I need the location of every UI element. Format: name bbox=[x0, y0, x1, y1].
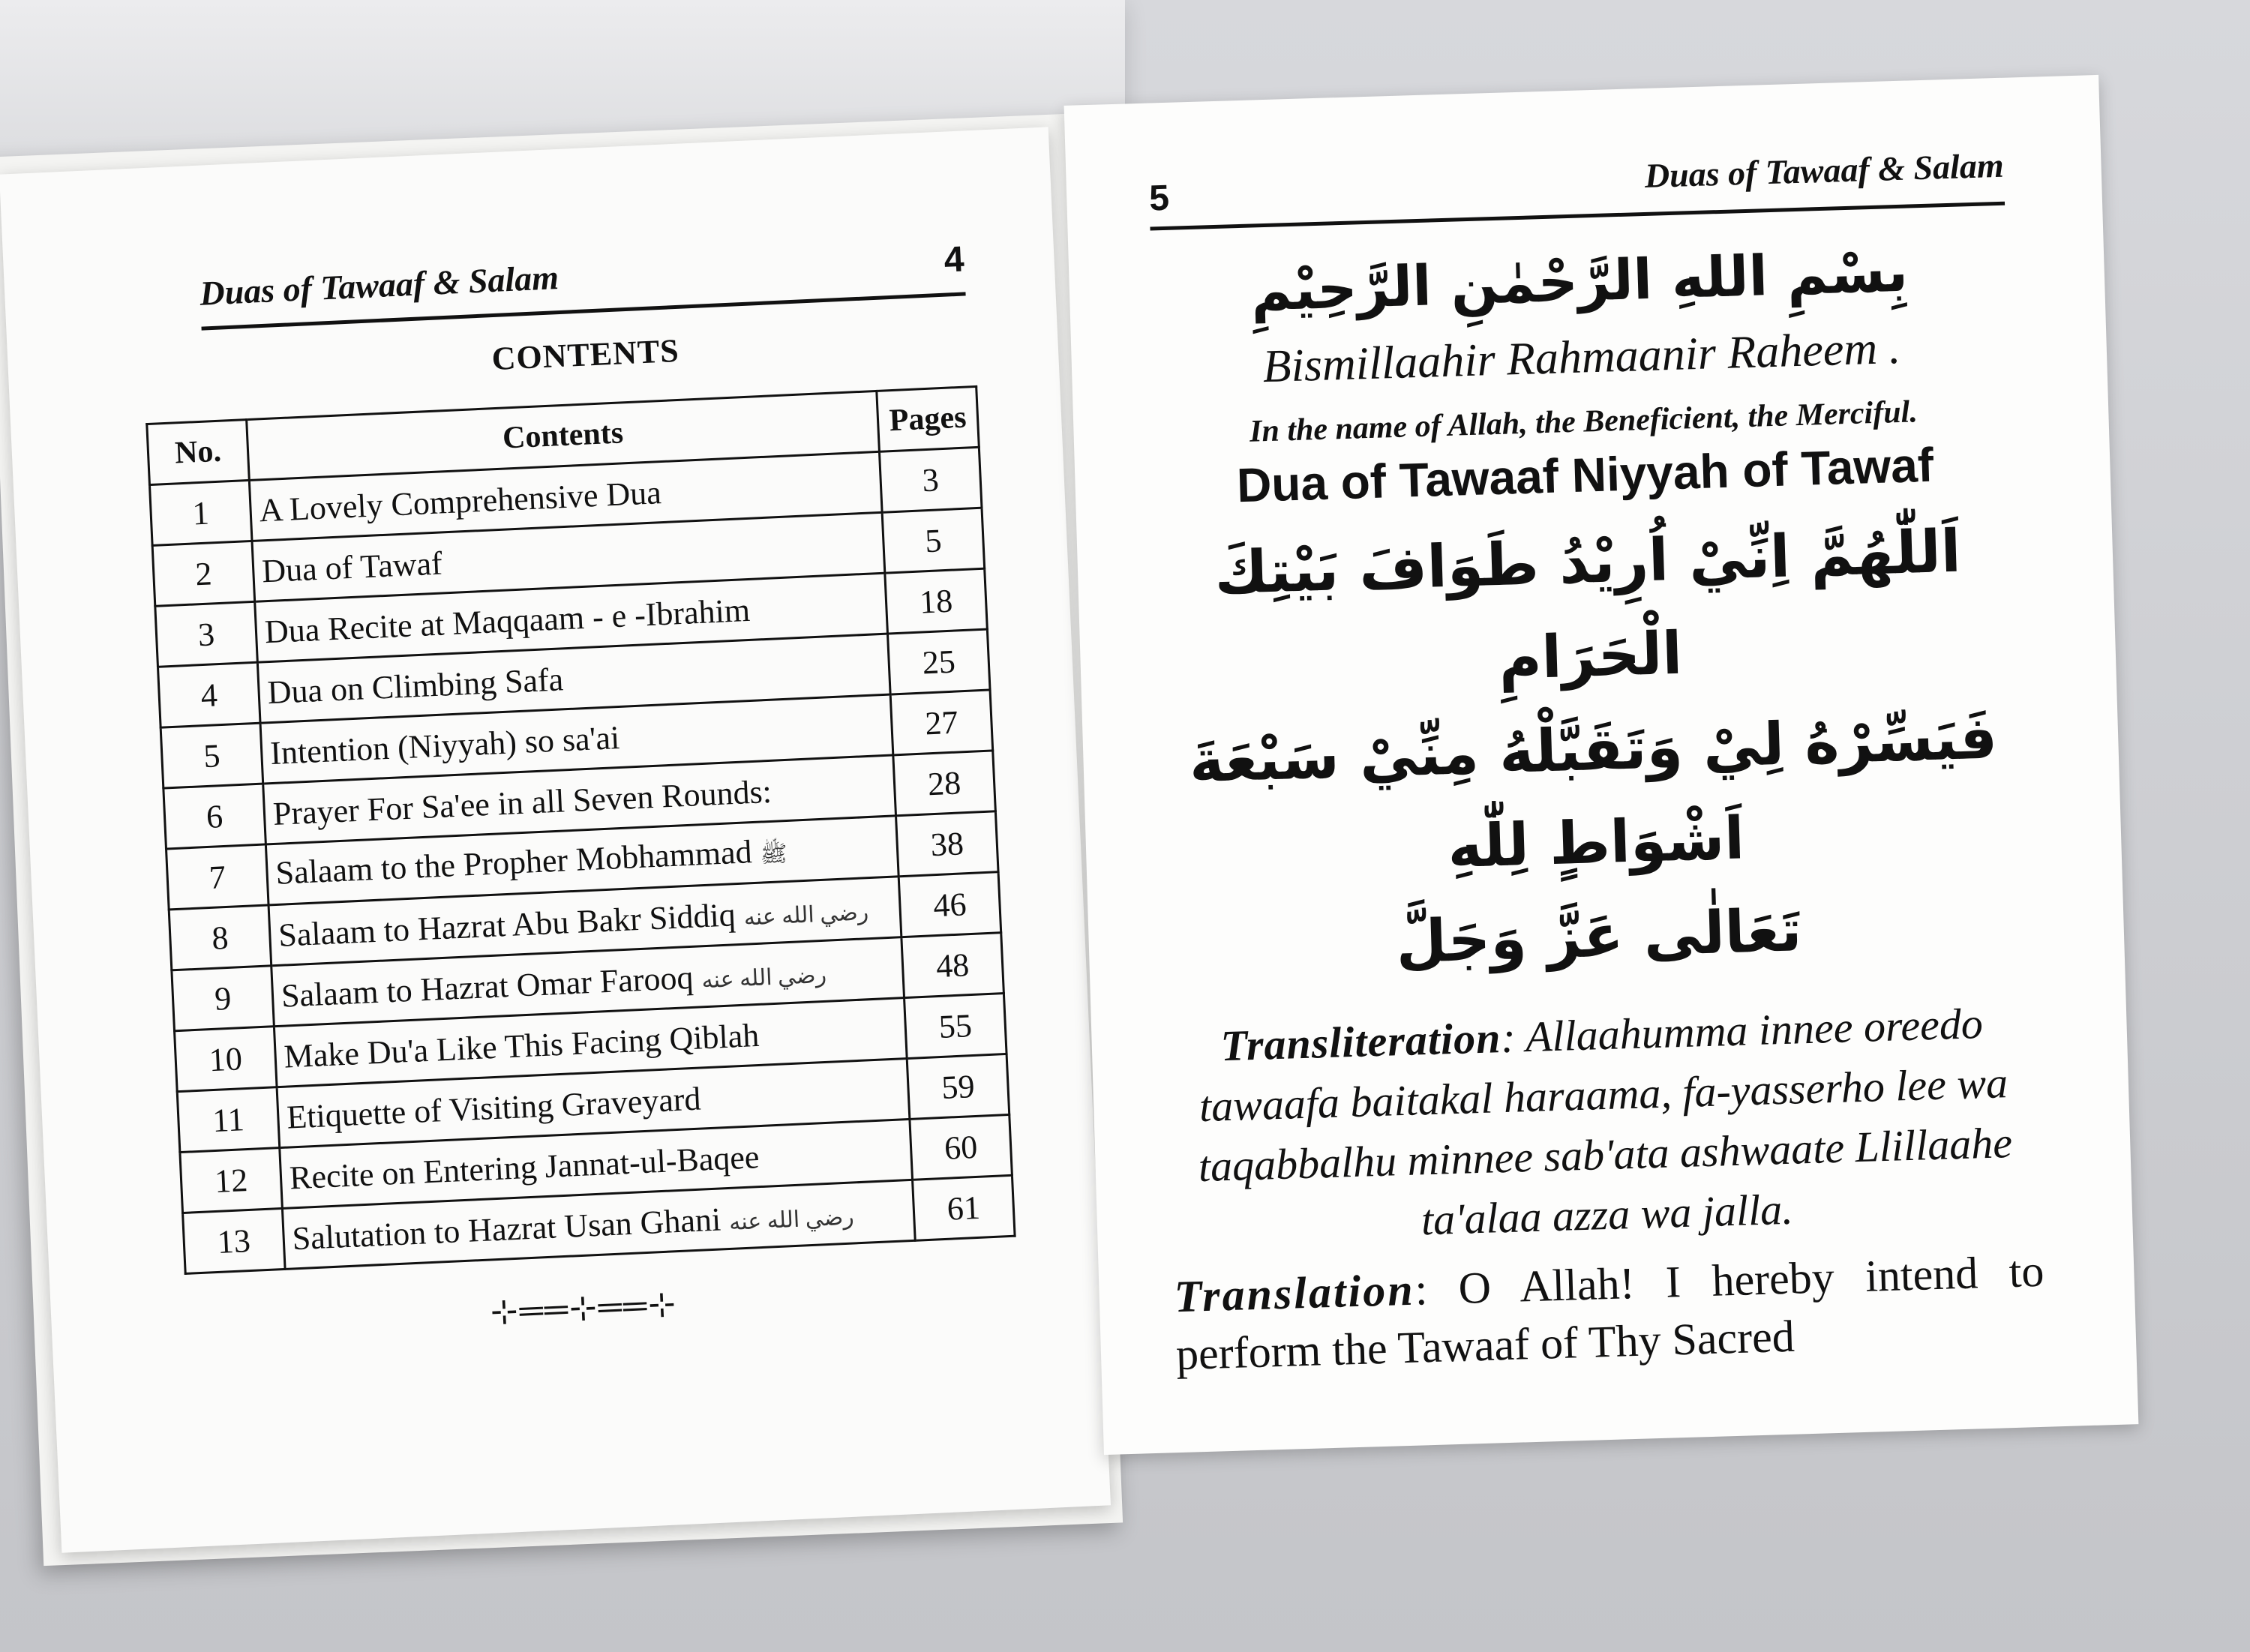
contents-table bbox=[146, 385, 1016, 1275]
bismillah-transliteration: Bismillaahir Rahmaanir Raheem . bbox=[1262, 322, 1902, 393]
honorific-glyph: رضي الله عنه bbox=[742, 899, 869, 931]
right-page bbox=[1064, 75, 2139, 1455]
row-page: 61 bbox=[913, 1175, 1016, 1240]
row-number: 9 bbox=[172, 966, 274, 1031]
right-page-number: 5 bbox=[1148, 178, 1170, 219]
row-title: Etiquette of Visiting Graveyard bbox=[286, 1080, 702, 1136]
row-page: 38 bbox=[896, 811, 999, 877]
row-page: 5 bbox=[882, 508, 985, 573]
row-page: 25 bbox=[887, 629, 990, 694]
translation-paragraph bbox=[1174, 1243, 2047, 1384]
row-title: Make Du'a Like This Facing Qiblah bbox=[283, 1016, 760, 1075]
dua-title: Dua of Tawaaf Niyyah of Tawaf bbox=[1235, 437, 1935, 513]
row-number: 12 bbox=[180, 1148, 283, 1213]
row-number: 10 bbox=[175, 1027, 278, 1092]
row-number: 3 bbox=[155, 601, 258, 667]
left-page-number: 4 bbox=[943, 239, 965, 280]
row-title: A Lovely Comprehensive Dua bbox=[258, 473, 662, 529]
ornament-divider: ⊹══⊹══⊹ bbox=[489, 1285, 678, 1331]
contents-heading: CONTENTS bbox=[490, 331, 680, 378]
row-page: 27 bbox=[890, 690, 993, 755]
row-number: 5 bbox=[160, 723, 263, 788]
row-title: Prayer For Sa'ee in all Seven Rounds: bbox=[272, 772, 772, 832]
col-header-pages: Pages bbox=[877, 386, 980, 451]
row-page: 59 bbox=[907, 1054, 1010, 1119]
honorific-glyph: رضي الله عنه bbox=[700, 962, 827, 993]
row-page: 18 bbox=[885, 568, 988, 634]
row-title: Dua on Climbing Safa bbox=[266, 660, 565, 711]
row-page: 46 bbox=[898, 872, 1001, 937]
row-page: 28 bbox=[893, 751, 996, 816]
row-number: 6 bbox=[164, 784, 266, 849]
dua-arabic-line-2: فَيَسِّرْهُ لِيْ وَتَقَبَّلْهُ مِنِّيْ سَبْعَةَ اَشْوَاطٍ لِلّٰهِ bbox=[1188, 703, 1999, 882]
row-number: 7 bbox=[166, 844, 269, 910]
contents-table-body bbox=[149, 447, 1015, 1273]
row-number: 4 bbox=[158, 662, 260, 727]
translation-label: Translation bbox=[1173, 1264, 1416, 1322]
row-title: Dua Recite at Maqqaam - e -Ibrahim bbox=[263, 591, 751, 650]
honorific-glyph: رضي الله عنه bbox=[728, 1204, 855, 1235]
row-number: 8 bbox=[169, 905, 272, 970]
right-page-content bbox=[1143, 227, 2046, 1383]
row-page: 3 bbox=[879, 447, 982, 512]
honorific-glyph: ﷺ bbox=[759, 841, 788, 868]
row-title: Intention (Niyyah) so sa'ai bbox=[269, 718, 621, 772]
row-page: 60 bbox=[910, 1114, 1012, 1180]
dua-arabic-line-3: تَعَالٰى عَزَّ وَجَلَّ bbox=[1394, 897, 1803, 977]
col-header-contents: Contents bbox=[247, 391, 880, 480]
right-header-title: Duas of Tawaaf & Salam bbox=[1644, 145, 2005, 195]
right-header-rule bbox=[1150, 202, 2005, 231]
transliteration-paragraph bbox=[1166, 992, 2043, 1258]
row-page: 55 bbox=[904, 994, 1007, 1059]
row-title: Dua of Tawaf bbox=[261, 544, 443, 589]
left-page bbox=[0, 127, 1111, 1553]
row-title: Salaam to Hazrat Omar Farooq bbox=[280, 958, 694, 1015]
left-page-header bbox=[199, 229, 966, 331]
transliteration-text: : Allaahumma innee oreedo tawaafa baitakal haraama, fa-yasserho lee wa taqabbalhu minnee sab'ata ashwaate Llillaahe ta'alaa azza wa jalla. bbox=[1197, 999, 2013, 1245]
row-page: 48 bbox=[902, 933, 1004, 998]
row-title: Salaam to the Propher Mobhammad bbox=[274, 832, 753, 892]
row-title: Salutation to Hazrat Usan Ghani bbox=[291, 1201, 722, 1257]
row-title: Recite on Entering Jannat-ul-Baqee bbox=[288, 1138, 760, 1196]
row-number: 13 bbox=[183, 1208, 286, 1273]
translation-text: : O Allah! I hereby intend to perform the Tawaaf of Thy Sacred bbox=[1175, 1246, 2045, 1380]
row-number: 2 bbox=[152, 541, 255, 606]
col-header-no: No. bbox=[147, 420, 250, 485]
row-number: 1 bbox=[149, 480, 252, 545]
right-page-header bbox=[1148, 138, 2005, 231]
bismillah-arabic: بِسْمِ اللهِ الرَّحْمٰنِ الرَّحِيْمِ bbox=[1250, 239, 1910, 324]
dua-arabic-line-1: اَللّٰهُمَّ اِنِّيْ اُرِيْدُ طَوَافَ بَيْتِكَ الْحَرَامِ bbox=[1214, 517, 1962, 693]
row-title: Salaam to Hazrat Abu Bakr Siddiq bbox=[278, 895, 736, 954]
row-number: 11 bbox=[177, 1087, 280, 1153]
bismillah-meaning: In the name of Allah, the Beneficient, the Merciful. bbox=[1249, 394, 1918, 449]
left-header-title: Duas of Tawaaf & Salam bbox=[199, 258, 560, 313]
transliteration-label: Transliteration bbox=[1220, 1013, 1502, 1071]
